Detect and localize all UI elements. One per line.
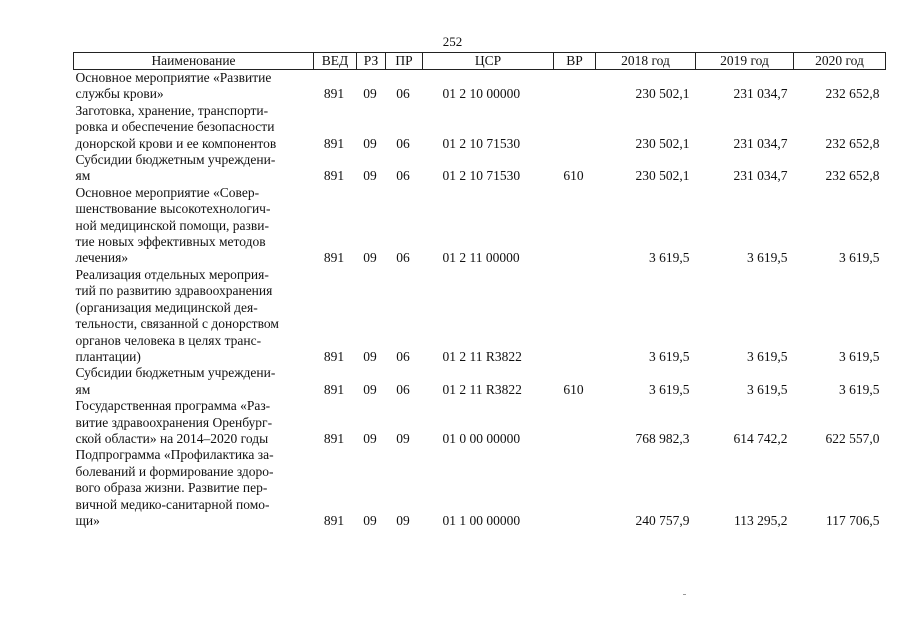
header-2018: 2018 год: [596, 53, 696, 70]
table-row: [74, 267, 886, 365]
row-rz: 09: [363, 430, 377, 446]
table-body: [74, 70, 886, 530]
row-name: Основное мероприятие «Совер- шенствование высокотехнологич- ной медицинской помощи, разви- тие новых эффективных методов лечения»: [75, 184, 271, 266]
header-rz: РЗ: [357, 53, 386, 70]
row-name: Заготовка, хранение, транспорти- ровка и обеспечение безопасности донорской крови и ее компонентов: [75, 102, 277, 151]
row-pr: 06: [396, 86, 410, 102]
row-vr: [554, 398, 596, 447]
row-csr: 01 2 11 R3822: [442, 381, 522, 397]
row-2020: 232 652,8: [825, 135, 880, 151]
row-pr: 06: [396, 168, 410, 184]
row-pr: 06: [396, 348, 410, 364]
table-row: [74, 398, 886, 447]
row-csr: 01 0 00 00000: [442, 430, 521, 446]
row-vr: 610: [563, 168, 584, 184]
row-2018: 230 502,1: [635, 168, 690, 184]
row-vr: [554, 103, 596, 152]
row-2018: 230 502,1: [635, 135, 690, 151]
row-name: Подпрограмма «Профилактика за- болеваний и формирование здоро- вого образа жизни. Развитие пер- вичной медико-санитарной помо- щи»: [75, 447, 274, 528]
row-2019: 3 619,5: [747, 250, 788, 266]
row-name: Реализация отдельных мероприя- тий по развитию здравоохранения (организация медицинской дея- тельности, связанной с донорством органов человека в целях транс- плантации): [75, 266, 279, 364]
table-row: [74, 103, 886, 152]
row-csr: 01 2 11 R3822: [442, 348, 522, 364]
row-2018: 240 757,9: [635, 512, 690, 528]
header-2019: 2019 год: [696, 53, 794, 70]
row-2018: 230 502,1: [635, 86, 690, 102]
row-rz: 09: [363, 168, 377, 184]
row-vr: [554, 267, 596, 365]
row-vr: [554, 70, 596, 103]
row-2020: 232 652,8: [825, 168, 880, 184]
header-pr: ПР: [386, 53, 423, 70]
row-vr: [554, 185, 596, 267]
table-row: [74, 447, 886, 529]
table-row: [74, 185, 886, 267]
row-ved: 891: [323, 250, 345, 266]
row-2020: 3 619,5: [839, 381, 880, 397]
row-ved: 891: [323, 381, 345, 397]
header-csr: ЦСР: [423, 53, 554, 70]
header-name: Наименование: [74, 53, 314, 70]
row-ved: 891: [323, 348, 345, 364]
row-pr: 06: [396, 250, 410, 266]
table-row: [74, 70, 886, 103]
table-header: [74, 53, 886, 70]
row-rz: 09: [363, 348, 377, 364]
page-number: 252: [442, 34, 463, 49]
row-2020: 3 619,5: [839, 250, 880, 266]
row-csr: 01 2 11 00000: [442, 250, 520, 266]
row-2019: 3 619,5: [747, 381, 788, 397]
budget-table: [73, 52, 886, 529]
row-2020: 117 706,5: [826, 512, 880, 528]
row-2020: 232 652,8: [825, 86, 880, 102]
row-2020: 3 619,5: [839, 348, 880, 364]
row-ved: 891: [323, 512, 345, 528]
row-vr: [554, 447, 596, 529]
row-2018: 3 619,5: [649, 381, 690, 397]
row-pr: 06: [396, 135, 410, 151]
row-ved: 891: [323, 135, 345, 151]
row-ved: 891: [323, 86, 345, 102]
row-2019: 231 034,7: [733, 135, 788, 151]
row-2019: 231 034,7: [733, 168, 788, 184]
row-2019: 231 034,7: [733, 86, 788, 102]
row-vr: 610: [563, 381, 584, 397]
row-rz: 09: [363, 135, 377, 151]
row-name: Основное мероприятие «Развитие службы крови»: [75, 70, 272, 102]
row-2018: 768 982,3: [635, 430, 690, 446]
row-2019: 113 295,2: [734, 512, 788, 528]
scan-speck: [683, 594, 686, 595]
header-2020: 2020 год: [794, 53, 886, 70]
row-2020: 622 557,0: [825, 430, 880, 446]
row-2018: 3 619,5: [649, 250, 690, 266]
table-row: [74, 365, 886, 398]
row-pr: 06: [396, 381, 410, 397]
row-rz: 09: [363, 250, 377, 266]
row-name: Субсидии бюджетным учреждени- ям: [75, 152, 276, 184]
table-row: [74, 152, 886, 185]
row-name: Государственная программа «Раз- витие здравоохранения Оренбург- ской области» на 2014–2020 годы: [75, 398, 273, 446]
row-ved: 891: [323, 168, 345, 184]
header-vr: ВР: [554, 53, 596, 70]
row-rz: 09: [363, 86, 377, 102]
row-2019: 614 742,2: [733, 430, 788, 446]
row-rz: 09: [363, 381, 377, 397]
row-2019: 3 619,5: [747, 348, 788, 364]
row-csr: 01 1 00 00000: [442, 512, 521, 528]
row-2018: 3 619,5: [649, 348, 690, 364]
row-csr: 01 2 10 71530: [442, 135, 521, 151]
row-csr: 01 2 10 71530: [442, 168, 521, 184]
row-pr: 09: [396, 512, 410, 528]
row-pr: 09: [396, 430, 410, 446]
row-name: Субсидии бюджетным учреждени- ям: [75, 365, 276, 397]
row-csr: 01 2 10 00000: [442, 86, 521, 102]
header-ved: ВЕД: [314, 53, 357, 70]
row-rz: 09: [363, 512, 377, 528]
row-ved: 891: [323, 430, 345, 446]
